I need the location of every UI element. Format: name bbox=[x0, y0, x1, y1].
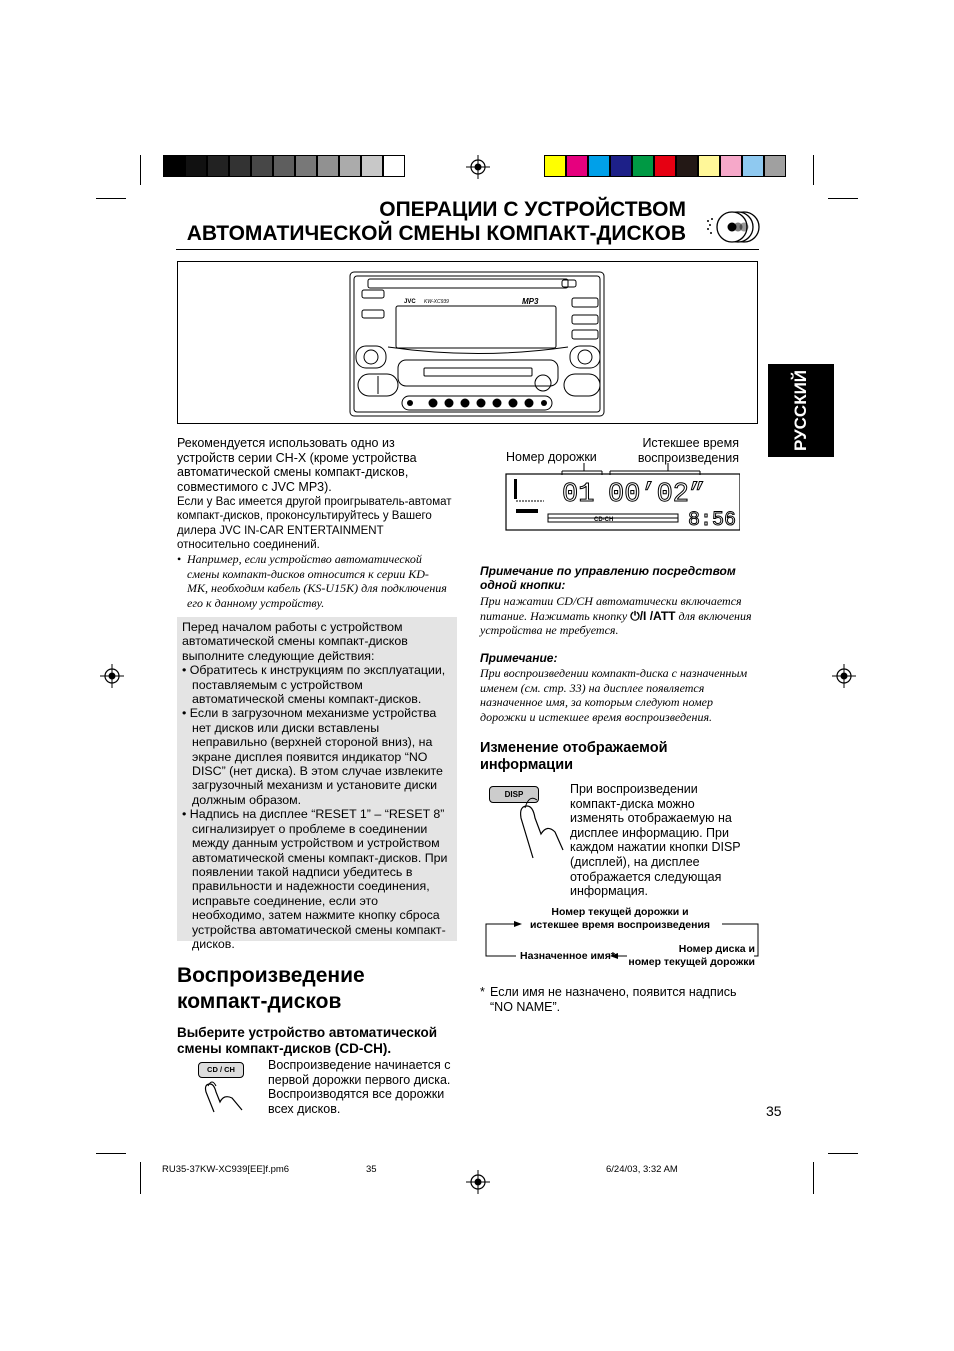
registration-mark-top bbox=[466, 155, 490, 179]
language-tab: РУССКИЙ bbox=[768, 364, 834, 457]
device-brand: JVC bbox=[404, 299, 416, 305]
color-calibration-bar bbox=[544, 155, 786, 177]
playback-subheading: Выберите устройство автоматической смены компакт-дисков (CD-CH). bbox=[177, 1025, 438, 1056]
label-elapsed-time: Истекшее время воспроизведения bbox=[637, 436, 739, 465]
footer-file: RU35-37KW-XC939[EE]f.pm6 bbox=[162, 1164, 290, 1175]
playback-text: Воспроизведение начинается с первой дорожки первого диска. Воспроизводятся все дорожки всех дисков. bbox=[268, 1058, 451, 1116]
preparation-item: • Надпись на дисплее “RESET 1” – “RESET 8” сигнализирует о проблеме в соединении между данным устройством и устройством автоматической смены компакт-дисков. При появлении такой надписи убедитесь в правильности и надежности соединения, исправьте соединение, если это необходимо, затем нажмите кнопку сброса устройства автоматической смены компакт-дисков. bbox=[182, 807, 448, 951]
footer-date: 6/24/03, 3:32 AM bbox=[606, 1164, 678, 1175]
color-swatch bbox=[676, 155, 698, 177]
display-source: CD-CH bbox=[594, 517, 614, 523]
footnote-mark: * bbox=[480, 985, 485, 999]
gray-swatch bbox=[207, 155, 229, 177]
display-track: 01 bbox=[562, 480, 595, 510]
display-time: 00’02” bbox=[608, 480, 706, 510]
page-title: ОПЕРАЦИИ С УСТРОЙСТВОМ АВТОМАТИЧЕСКОЙ СМЕНЫ КОМПАКТ-ДИСКОВ bbox=[186, 198, 686, 245]
intro-paragraph-2: Если у Вас имеется другой проигрыватель-автомат компакт-дисков, проконсультируйтесь у Вашего дилера JVC IN-CAR ENTERTAINMENT относительно соединений. bbox=[177, 496, 452, 552]
color-swatch bbox=[632, 155, 654, 177]
finger-press-icon bbox=[515, 788, 565, 860]
preparation-item: • Обратитесь к инструкциям по эксплуатации, поставляемым с устройством автоматической смены компакт-дисков. bbox=[182, 663, 446, 707]
intro-example: • Например, если устройство автоматической смены компакт-дисков относится к серии KD-MK, необходим кабель (KS-U15K) для подключения его к данному устройству. bbox=[177, 552, 447, 610]
gray-swatch bbox=[185, 155, 207, 177]
disp-button[interactable]: DISP bbox=[489, 786, 539, 803]
finger-press-icon bbox=[200, 1072, 250, 1116]
note2-text: При воспроизведении компакт-диска с назначенным именем (см. стр. 33) на дисплее появляется назначенное имя, за которым следуют номер дорожки и истекшее время воспроизведения. bbox=[480, 666, 748, 724]
gray-swatch bbox=[295, 155, 317, 177]
color-swatch bbox=[610, 155, 632, 177]
color-swatch bbox=[654, 155, 676, 177]
gray-swatch bbox=[273, 155, 295, 177]
intro-paragraph-1: Рекомендуется использовать одно из устройств серии CH-X (кроме устройства автоматической смены компакт-дисков, совместимого с JVC MP3). bbox=[177, 436, 417, 494]
gray-swatch bbox=[383, 155, 405, 177]
cd-ch-button[interactable]: CD / CH bbox=[198, 1062, 244, 1078]
color-swatch bbox=[544, 155, 566, 177]
device-figure bbox=[177, 261, 758, 424]
flow-disc-track: Номер диска и номер текущей дорожки bbox=[628, 943, 755, 968]
preparation-item: • Если в загрузочном механизме устройства нет дисков или диски вставлены неправильно (верхней стороной вниз), на экране дисплея появится индикатор “NO DISC” (нет диска). В этом случае извлеките загрузочный механизм и установите диски должным образом. bbox=[182, 706, 443, 807]
note2-heading: Примечание: bbox=[480, 651, 558, 665]
registration-mark-right bbox=[832, 664, 856, 688]
cd-changer-icon bbox=[704, 209, 760, 245]
title-rule bbox=[176, 249, 759, 250]
device-model: KW-XC939 bbox=[424, 299, 449, 305]
registration-mark-bottom bbox=[466, 1170, 490, 1194]
color-swatch bbox=[742, 155, 764, 177]
footnote-text: Если имя не назначено, появится надпись “NO NAME”. bbox=[490, 985, 737, 1014]
footer-page: 35 bbox=[366, 1164, 377, 1175]
display-clock: 8:56 bbox=[688, 509, 737, 531]
color-swatch bbox=[566, 155, 588, 177]
gray-swatch bbox=[229, 155, 251, 177]
color-swatch bbox=[698, 155, 720, 177]
note1-text: При нажатии CD/CH автоматически включается питание. Нажимать кнопку ⏻/I /ATT для включения устройства не требуется. bbox=[480, 594, 752, 638]
color-swatch bbox=[588, 155, 610, 177]
gray-swatch bbox=[163, 155, 185, 177]
registration-mark-left bbox=[100, 664, 124, 688]
flow-track-time: Номер текущей дорожки и истекшее время воспроизведения bbox=[529, 906, 711, 931]
gray-swatch bbox=[361, 155, 383, 177]
car-stereo-illustration bbox=[178, 262, 757, 423]
preparation-box bbox=[177, 617, 457, 951]
page-number: 35 bbox=[766, 1103, 782, 1119]
note1-heading: Примечание по управлению посредством одной кнопки: bbox=[480, 564, 736, 592]
change-info-text: При воспроизведении компакт-диска можно изменять отображаемую на дисплее информацию. При каждом нажатии кнопки DISP (дисплей), на дисплее отображается следующая информация. bbox=[570, 782, 741, 899]
label-track-number: Номер дорожки bbox=[506, 450, 597, 464]
gray-swatch bbox=[317, 155, 339, 177]
display-panel bbox=[504, 463, 740, 531]
gray-swatch bbox=[339, 155, 361, 177]
gray-swatch bbox=[251, 155, 273, 177]
flow-assigned-name: Назначенное имя* bbox=[520, 950, 615, 962]
device-mp3-logo: MP3 bbox=[522, 297, 539, 306]
color-swatch bbox=[720, 155, 742, 177]
power-att-button-label: ⏻/I /ATT bbox=[630, 608, 676, 623]
change-info-heading: Изменение отображаемой информации bbox=[480, 740, 668, 773]
preparation-lead: Перед началом работы с устройством автоматической смены компакт-дисков выполните следующие действия: bbox=[182, 620, 408, 663]
playback-heading: Воспроизведение компакт-дисков bbox=[177, 964, 365, 1013]
color-swatch bbox=[764, 155, 786, 177]
gray-calibration-bar bbox=[163, 155, 405, 177]
